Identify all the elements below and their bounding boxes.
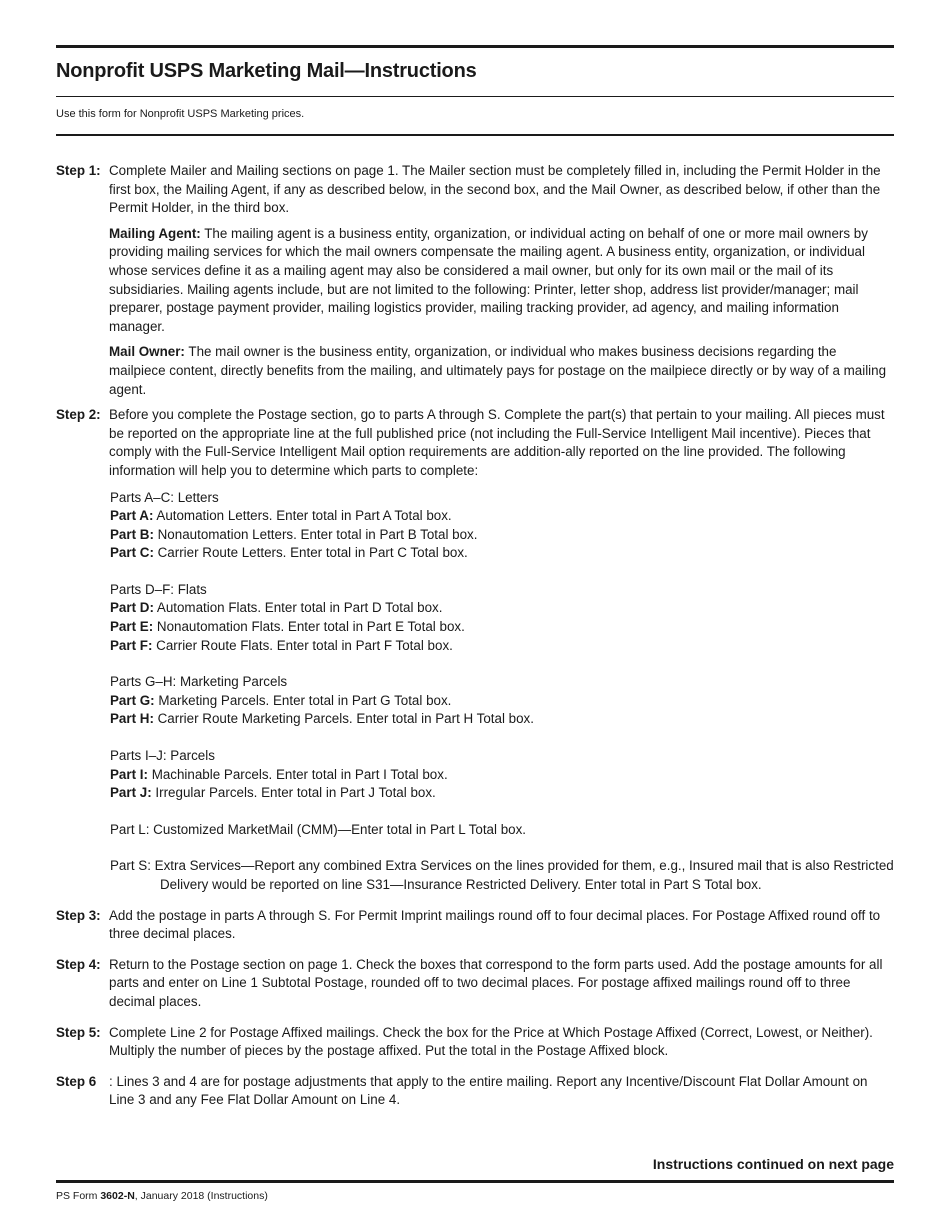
step-6 xyxy=(56,1073,894,1110)
part-label: Part E: xyxy=(110,619,154,635)
step-3-text: Add the postage in parts A through S. For Permit Imprint mailings round off to four decimal places. For Postage Affixed round off to three decimal places. xyxy=(109,907,881,942)
step-5-text: Complete Line 2 for Postage Affixed mailings. Check the box for the Price at Which Postage Affixed (Correct, Lowest, or Neither). Multiply the number of pieces by the postage affixed. Put the total in the Postage Affixed block. xyxy=(109,1024,873,1059)
part-s xyxy=(110,857,894,894)
footer-form-number: 3602-N xyxy=(100,1190,135,1202)
title-divider xyxy=(56,96,894,97)
part-label: Part C: xyxy=(110,545,154,561)
part-text: Carrier Route Flats. Enter total in Part F Total box. xyxy=(156,637,453,653)
part-g xyxy=(110,692,894,711)
step-5-label: Step 5: xyxy=(56,1024,101,1040)
mailing-agent-text: The mailing agent is a business entity, organization, or individual acting on behalf of one or more mail owners by providing mailing services for which the mail owners compensate the mailing agent. A business entity, organization, or individual whose services define it as a mailing agent may also be considered a mail owner, but only for its own mail or the mail of its subsidiaries. Mailing agents include, but are not limited to the following: Printer, letter shop, address list provider/manager; mail preparer, postage payment provider, mailing logistics provider, mailing tracking provider, ad agency, and mailing information manager. xyxy=(109,225,868,334)
part-l-text: —Enter total in Part L Total box. xyxy=(337,821,526,837)
part-label: Part B: xyxy=(110,526,154,542)
part-text: Nonautomation Flats. Enter total in Part E Total box. xyxy=(156,619,465,635)
step-2 xyxy=(56,406,894,894)
part-l-line xyxy=(110,821,894,840)
part-text: Automation Letters. Enter total in Part A Total box. xyxy=(156,508,452,524)
part-l xyxy=(110,821,894,840)
part-s-label: Part S: Extra Services xyxy=(110,858,241,874)
part-a xyxy=(110,507,894,526)
step-3 xyxy=(56,907,894,944)
bottom-rule xyxy=(56,1180,894,1183)
part-b xyxy=(110,526,894,545)
part-l-label: Part L: Customized MarketMail (CMM) xyxy=(110,821,338,837)
step-2-text: Before you complete the Postage section, go to parts A through S. Complete the part(s) that pertain to your mailing. All pieces must be reported on the appropriate line at the full published price (not including the Full-Service Intelligent Mail incentive). Pieces that comply with the Full-Service Intelligent Mail option requirements are addition-ally reported on the line provided. The following information will help you to determine which parts to complete: xyxy=(109,407,885,478)
part-text: Irregular Parcels. Enter total in Part J Total box. xyxy=(155,785,436,801)
parts-list xyxy=(110,489,894,895)
part-i xyxy=(110,766,894,785)
part-f xyxy=(110,637,894,656)
part-label: Part I: xyxy=(110,766,148,782)
part-text: Marketing Parcels. Enter total in Part G Total box. xyxy=(158,692,452,708)
parts-group-flats xyxy=(110,581,894,655)
part-label: Part J: xyxy=(110,785,152,801)
part-d xyxy=(110,599,894,618)
step-6-label: Step 6 xyxy=(56,1073,97,1089)
part-text: Carrier Route Letters. Enter total in Part C Total box. xyxy=(157,545,468,561)
step-4 xyxy=(56,956,894,1012)
footer-prefix: PS Form xyxy=(56,1190,101,1202)
part-label: Part D: xyxy=(110,600,154,616)
part-j xyxy=(110,784,894,803)
part-text: Machinable Parcels. Enter total in Part I Total box. xyxy=(151,766,448,782)
step-2-label: Step 2: xyxy=(56,407,101,423)
subtitle-divider xyxy=(56,134,894,136)
mail-owner-definition xyxy=(109,343,894,399)
mail-owner-term: Mail Owner: xyxy=(109,344,185,360)
step-5 xyxy=(56,1024,894,1061)
step-6-text: : Lines 3 and 4 are for postage adjustments that apply to the entire mailing. Report any Incentive/Discount Flat Dollar Amount on Line 3 and any Fee Flat Dollar Amount on Line 4. xyxy=(109,1073,868,1108)
step-1 xyxy=(56,162,894,399)
part-label: Part G: xyxy=(110,692,155,708)
part-text: Nonautomation Letters. Enter total in Part B Total box. xyxy=(157,526,478,542)
part-h xyxy=(110,710,894,729)
step-4-label: Step 4: xyxy=(56,956,101,972)
footer-suffix: , January 2018 (Instructions) xyxy=(134,1190,268,1202)
form-footer xyxy=(56,1190,268,1202)
instructions-body xyxy=(56,162,894,1110)
part-text: Automation Flats. Enter total in Part D Total box. xyxy=(156,600,443,616)
page-title: Nonprofit USPS Marketing Mail—Instructions xyxy=(56,60,477,82)
mail-owner-text: The mail owner is the business entity, organization, or individual who makes business decisions regarding the mailpiece content, directly benefits from the mailing, and ultimately pays for postage on the mailpiece directly or by way of a mailing agent. xyxy=(109,344,887,397)
part-text: Carrier Route Marketing Parcels. Enter total in Part H Total box. xyxy=(157,711,534,727)
part-s-text: —Report any combined Extra Services on the lines provided for them, e.g., Insured mail that is also Restricted Delivery would be reported on line S31—Insurance Restricted Delivery. Enter total in Part S Total box. xyxy=(160,858,894,892)
parts-group-marketing-parcels xyxy=(110,673,894,729)
step-3-label: Step 3: xyxy=(56,907,101,923)
top-rule xyxy=(56,45,894,48)
instructions-page xyxy=(56,0,894,1230)
parts-group-letters xyxy=(110,489,894,563)
step-4-text: Return to the Postage section on page 1. Check the boxes that correspond to the form parts used. Add the postage amounts for all parts and enter on Line 1 Subtotal Postage, rounded off to two decimal places. For postage affixed mailings round off to three decimal places. xyxy=(109,956,883,1009)
page-subtitle: Use this form for Nonprofit USPS Marketing prices. xyxy=(56,108,305,120)
part-label: Part A: xyxy=(110,508,154,524)
step-1-label: Step 1: xyxy=(56,163,101,178)
part-e xyxy=(110,618,894,637)
group-heading: Parts G–H: Marketing Parcels xyxy=(110,674,288,690)
group-heading: Parts I–J: Parcels xyxy=(110,748,215,764)
group-heading: Parts A–C: Letters xyxy=(110,489,219,505)
group-heading: Parts D–F: Flats xyxy=(110,581,207,597)
part-label: Part F: xyxy=(110,637,153,653)
part-c xyxy=(110,544,894,563)
continued-note: Instructions continued on next page xyxy=(652,1156,894,1172)
step-1-text: Complete Mailer and Mailing sections on page 1. The Mailer section must be completely filled in, including the Permit Holder in the first box, the Mailing Agent, if any as described below, in the second box, and the Mail Owner, as described below, if other than the Permit Holder, in the third box. xyxy=(109,163,881,216)
parts-group-parcels xyxy=(110,747,894,803)
mailing-agent-term: Mailing Agent: xyxy=(109,225,201,241)
mailing-agent-definition xyxy=(109,225,894,337)
part-label: Part H: xyxy=(110,711,154,727)
